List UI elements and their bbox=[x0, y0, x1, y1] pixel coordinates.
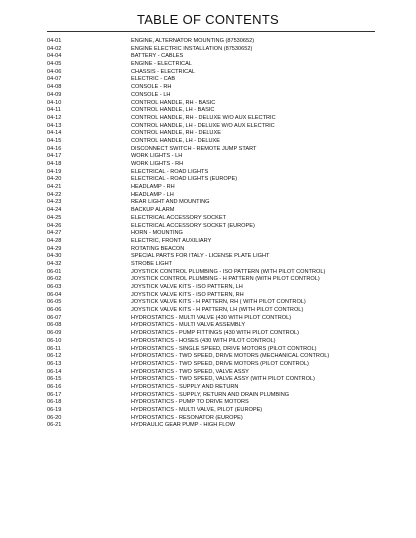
toc-entry-code: 06-02 bbox=[47, 276, 62, 283]
toc-entry-code: 04-16 bbox=[47, 145, 62, 152]
toc-entry-title: CONTROL HANDLE, RH - DELUXE bbox=[131, 130, 221, 137]
toc-entry-code: 04-08 bbox=[47, 84, 62, 91]
toc-entry[interactable] bbox=[47, 53, 377, 61]
toc-entry[interactable] bbox=[47, 61, 377, 69]
toc-entry[interactable] bbox=[47, 161, 377, 169]
toc-entry-code: 06-11 bbox=[47, 345, 61, 352]
toc-entry-title: HEADLAMP - RH bbox=[131, 184, 175, 191]
toc-entry[interactable] bbox=[47, 299, 377, 307]
toc-entry[interactable] bbox=[47, 115, 377, 123]
toc-entry-title: CONTROL HANDLE, LH - DELUXE W/O AUX ELECTRIC bbox=[131, 122, 275, 129]
toc-entry[interactable] bbox=[47, 315, 377, 323]
toc-entry[interactable] bbox=[47, 384, 377, 392]
toc-entry-title: HYDROSTATICS - PUMP TO DRIVE MOTORS bbox=[131, 399, 249, 406]
toc-entry-code: 04-17 bbox=[47, 153, 62, 160]
toc-entry-title: WORK LIGHTS - LH bbox=[131, 153, 183, 160]
toc-entry-code: 04-30 bbox=[47, 253, 62, 260]
toc-entry-title: JOYSTICK VALVE KITS - H PATTERN, LH (WITH PILOT CONTROL) bbox=[131, 307, 304, 314]
toc-entry-title: ENGINE - ELECTRICAL bbox=[131, 61, 192, 68]
toc-entry[interactable] bbox=[47, 100, 377, 108]
toc-entry[interactable] bbox=[47, 399, 377, 407]
toc-entry-title: HYDROSTATICS - MULTI VALVE (430 WITH PILOT CONTROL) bbox=[131, 314, 292, 321]
toc-entry-title: JOYSTICK CONTROL PLUMBING - ISO PATTERN (WITH PILOT CONTROL) bbox=[131, 268, 326, 275]
toc-entry-title: JOYSTICK VALVE KITS - ISO PATTERN, RH bbox=[131, 291, 244, 298]
toc-entry-title: CONTROL HANDLE, LH - BASIC bbox=[131, 107, 215, 114]
toc-entry[interactable] bbox=[47, 238, 377, 246]
toc-entry-code: 06-21 bbox=[47, 422, 62, 429]
toc-entry-title: CHASSIS - ELECTRICAL bbox=[131, 68, 196, 75]
toc-entry-code: 04-29 bbox=[47, 245, 62, 252]
toc-entry[interactable] bbox=[47, 46, 377, 54]
toc-entry-title: STROBE LIGHT bbox=[131, 260, 173, 267]
toc-entry-code: 04-12 bbox=[47, 114, 62, 121]
toc-entry-title: JOYSTICK VALVE KITS - H PATTERN, RH ( WITH PILOT CONTROL) bbox=[131, 299, 306, 306]
toc-entry-code: 04-25 bbox=[47, 214, 62, 221]
toc-entry-title: BATTERY - CABLES bbox=[131, 53, 184, 60]
toc-entry[interactable] bbox=[47, 307, 377, 315]
toc-entry-code: 06-01 bbox=[47, 268, 62, 275]
toc-entry-title: ELECTRICAL ACCESSORY SOCKET bbox=[131, 214, 227, 221]
toc-entry[interactable] bbox=[47, 215, 377, 223]
title-divider bbox=[47, 31, 375, 32]
toc-entry-code: 04-14 bbox=[47, 130, 62, 137]
toc-entry-title: CONSOLE - RH bbox=[131, 84, 172, 91]
toc-entry-title: ELECTRICAL - ROAD LIGHTS bbox=[131, 168, 209, 175]
toc-entry[interactable] bbox=[47, 415, 377, 423]
toc-entry[interactable] bbox=[47, 284, 377, 292]
toc-entry-code: 04-21 bbox=[47, 184, 62, 191]
toc-entry[interactable] bbox=[47, 376, 377, 384]
toc-entry[interactable] bbox=[47, 207, 377, 215]
toc-entry-code: 06-07 bbox=[47, 314, 62, 321]
toc-entry[interactable] bbox=[47, 392, 377, 400]
toc-entry[interactable] bbox=[47, 353, 377, 361]
toc-entry-code: 06-17 bbox=[47, 391, 62, 398]
toc-entry[interactable] bbox=[47, 322, 377, 330]
toc-entry-code: 06-15 bbox=[47, 376, 62, 383]
toc-entry-title: HYDROSTATICS - SUPPLY AND RETURN bbox=[131, 383, 239, 390]
toc-entry-code: 06-12 bbox=[47, 353, 62, 360]
toc-entry-title: ELECTRIC, FRONT AUXILIARY bbox=[131, 237, 212, 244]
toc-entry-title: HYDROSTATICS - TWO SPEED, VALVE ASSY (WITH PILOT CONTROL) bbox=[131, 376, 315, 383]
toc-entry[interactable] bbox=[47, 269, 377, 277]
toc-entry[interactable] bbox=[47, 107, 377, 115]
toc-entry-code: 04-28 bbox=[47, 237, 62, 244]
toc-entry-code: 04-07 bbox=[47, 76, 62, 83]
toc-entry[interactable] bbox=[47, 184, 377, 192]
toc-entry-code: 04-06 bbox=[47, 68, 62, 75]
toc-entry-title: ROTATING BEACON bbox=[131, 245, 185, 252]
toc-entry-code: 04-19 bbox=[47, 168, 62, 175]
toc-entry-title: HYDRAULIC GEAR PUMP - HIGH FLOW bbox=[131, 422, 236, 429]
toc-entry-code: 04-15 bbox=[47, 137, 62, 144]
toc-entry[interactable] bbox=[47, 123, 377, 131]
toc-entry-code: 06-08 bbox=[47, 322, 62, 329]
toc-entry-title: ELECTRICAL ACCESSORY SOCKET (EUROPE) bbox=[131, 222, 255, 229]
toc-entry[interactable] bbox=[47, 146, 377, 154]
toc-entry[interactable] bbox=[47, 153, 377, 161]
toc-entry-title: HYDROSTATICS - HOSES (430 WITH PILOT CONTROL) bbox=[131, 337, 276, 344]
toc-entry-code: 04-22 bbox=[47, 191, 62, 198]
toc-entry-title: HYDROSTATICS - RESONATOR (EUROPE) bbox=[131, 414, 243, 421]
toc-entry-code: 06-03 bbox=[47, 284, 62, 290]
toc-entry[interactable] bbox=[47, 261, 377, 269]
toc-entry[interactable] bbox=[47, 361, 377, 369]
toc-entry-code: 04-04 bbox=[47, 53, 62, 60]
toc-entry[interactable] bbox=[47, 422, 377, 430]
toc-entry[interactable] bbox=[47, 69, 377, 77]
toc-entry[interactable] bbox=[47, 138, 377, 146]
toc-list bbox=[47, 38, 377, 430]
toc-entry[interactable] bbox=[47, 338, 377, 346]
toc-entry-code: 04-02 bbox=[47, 45, 62, 52]
toc-entry[interactable] bbox=[47, 253, 377, 261]
toc-entry-code: 04-11 bbox=[47, 107, 61, 114]
toc-entry[interactable] bbox=[47, 346, 377, 354]
toc-entry-title: CONTROL HANDLE, RH - DELUXE W/O AUX ELECTRIC bbox=[131, 114, 276, 121]
toc-entry-code: 06-06 bbox=[47, 307, 62, 314]
toc-entry-code: 04-24 bbox=[47, 207, 62, 214]
toc-entry-code: 06-13 bbox=[47, 360, 62, 367]
toc-entry-code: 04-20 bbox=[47, 176, 62, 183]
toc-entry[interactable] bbox=[47, 223, 377, 231]
toc-entry-title: HYDROSTATICS - PUMP FITTINGS (430 WITH PILOT CONTROL) bbox=[131, 330, 300, 337]
toc-entry-code: 06-10 bbox=[47, 337, 62, 344]
toc-entry[interactable] bbox=[47, 176, 377, 184]
toc-entry[interactable] bbox=[47, 192, 377, 200]
toc-entry-title: WORK LIGHTS - RH bbox=[131, 161, 184, 167]
toc-entry-code: 04-09 bbox=[47, 91, 62, 98]
toc-entry-code: 04-27 bbox=[47, 230, 62, 237]
toc-entry-code: 04-05 bbox=[47, 61, 62, 68]
toc-entry-code: 04-10 bbox=[47, 99, 62, 106]
page-title: TABLE OF CONTENTS bbox=[136, 12, 280, 27]
toc-entry-title: HYDROSTATICS - MULTI VALVE, PILOT (EUROPE) bbox=[131, 407, 263, 413]
toc-entry-title: CONTROL HANDLE, RH - BASIC bbox=[131, 99, 216, 106]
toc-entry-code: 06-19 bbox=[47, 407, 62, 413]
toc-entry[interactable] bbox=[47, 276, 377, 284]
toc-entry-title: ENGINE ELECTRIC INSTALLATION (87530652) bbox=[131, 45, 253, 52]
toc-entry-code: 04-32 bbox=[47, 260, 62, 267]
toc-entry-title: REAR LIGHT AND MOUNTING bbox=[131, 199, 210, 206]
toc-entry-title: CONSOLE - LH bbox=[131, 91, 171, 98]
toc-entry[interactable] bbox=[47, 130, 377, 138]
toc-entry[interactable] bbox=[47, 292, 377, 300]
toc-entry-code: 04-18 bbox=[47, 161, 62, 167]
toc-entry-title: DISCONNECT SWITCH - REMOTE JUMP START bbox=[131, 145, 257, 152]
toc-entry-title: CONTROL HANDLE, LH - DELUXE bbox=[131, 137, 220, 144]
toc-entry[interactable] bbox=[47, 330, 377, 338]
toc-entry-title: ELECTRIC - CAB bbox=[131, 76, 176, 83]
toc-entry[interactable] bbox=[47, 84, 377, 92]
toc-entry-title: HEADLAMP - LH bbox=[131, 191, 174, 198]
toc-entry-code: 06-20 bbox=[47, 414, 62, 421]
toc-entry-title: HYDROSTATICS - MULTI VALVE ASSEMBLY bbox=[131, 322, 246, 329]
toc-entry-title: HYDROSTATICS - TWO SPEED, DRIVE MOTORS (PILOT CONTROL) bbox=[131, 360, 309, 367]
toc-entry-title: HYDROSTATICS - TWO SPEED, VALVE ASSY bbox=[131, 368, 249, 375]
toc-entry-title: HYDROSTATICS - TWO SPEED, DRIVE MOTORS (MECHANICAL CONTROL) bbox=[131, 353, 330, 360]
toc-entry-title: JOYSTICK CONTROL PLUMBING - H PATTERN (WITH PILOT CONTROL) bbox=[131, 276, 320, 283]
toc-entry-code: 04-26 bbox=[47, 222, 62, 229]
toc-entry-code: 06-18 bbox=[47, 399, 62, 406]
toc-entry-code: 04-13 bbox=[47, 122, 62, 129]
toc-entry[interactable] bbox=[47, 169, 377, 177]
toc-entry-title: HYDROSTATICS - SINGLE SPEED, DRIVE MOTORS (PILOT CONTROL) bbox=[131, 345, 317, 352]
toc-entry[interactable] bbox=[47, 369, 377, 377]
toc-entry-title: HORN - MOUNTING bbox=[131, 230, 183, 237]
toc-entry-title: SPECIAL PARTS FOR ITALY - LICENSE PLATE LIGHT bbox=[131, 253, 270, 260]
toc-entry-code: 06-16 bbox=[47, 383, 62, 390]
toc-entry-title: HYDROSTATICS - SUPPLY, RETURN AND DRAIN PLUMBING bbox=[131, 391, 290, 398]
toc-entry-title: BACKUP ALARM bbox=[131, 207, 175, 214]
toc-entry-code: 06-09 bbox=[47, 330, 62, 337]
toc-entry-title: ELECTRICAL - ROAD LIGHTS (EUROPE) bbox=[131, 176, 238, 183]
toc-entry-code: 04-01 bbox=[47, 38, 62, 44]
toc-entry-code: 06-05 bbox=[47, 299, 62, 306]
toc-entry[interactable] bbox=[47, 230, 377, 238]
toc-entry-code: 06-14 bbox=[47, 368, 62, 375]
toc-entry[interactable] bbox=[47, 407, 377, 415]
toc-entry-code: 06-04 bbox=[47, 291, 62, 298]
toc-entry-code: 04-23 bbox=[47, 199, 62, 206]
toc-entry-title: ENGINE, ALTERNATOR MOUNTING (87530652) bbox=[131, 38, 255, 44]
toc-entry[interactable] bbox=[47, 92, 377, 100]
toc-entry-title: JOYSTICK VALVE KITS - ISO PATTERN, LH bbox=[131, 284, 243, 290]
toc-entry[interactable] bbox=[47, 199, 377, 207]
toc-entry[interactable] bbox=[47, 38, 377, 46]
toc-entry[interactable] bbox=[47, 76, 377, 84]
toc-entry[interactable] bbox=[47, 246, 377, 254]
